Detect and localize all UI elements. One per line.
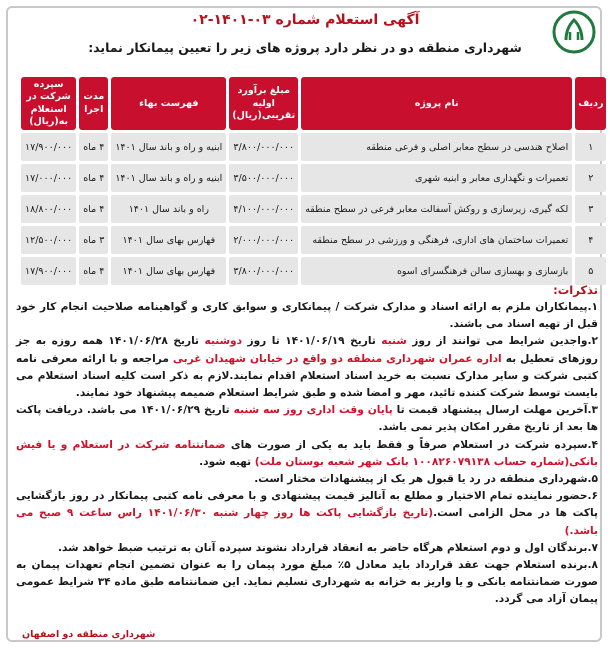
note-2-start-day: شنبه: [381, 335, 407, 348]
note-2: [16, 333, 598, 402]
cell-row: ۲: [575, 164, 606, 192]
col-row: ردیف: [575, 77, 606, 130]
table-row: [21, 164, 606, 192]
cell-project: لکه گیری، زیرسازی و روکش آسفالت معابر فرعی در سطح منطقه: [301, 195, 572, 223]
col-estimate: مبلغ برآورد اولیه تقریبی(ریال): [229, 77, 298, 130]
table-row: [21, 195, 606, 223]
table-row: [21, 257, 606, 285]
col-price-list: فهرست بهاء: [111, 77, 226, 130]
cell-price-list: ابنیه و راه و باند سال ۱۴۰۱: [111, 164, 226, 192]
cell-duration: ۴ ماه: [79, 195, 108, 223]
cell-row: ۱: [575, 133, 606, 161]
cell-project: تعمیرات و نگهداری معابر و ابنیه شهری: [301, 164, 572, 192]
table-row: [21, 226, 606, 254]
cell-price-list: راه و باند سال ۱۴۰۱: [111, 195, 226, 223]
cell-estimate: ۲/۰۰۰/۰۰۰/۰۰۰: [229, 226, 298, 254]
note-5: ۵.شهرداری منطقه در رد یا قبول هر یک از پیشنهادات مختار است.: [254, 473, 598, 486]
projects-table: [18, 74, 609, 288]
cell-project: تعمیرات ساختمان های اداری، فرهنگی و ورزشی در سطح منطقه: [301, 226, 572, 254]
cell-deposit: ۱۷/۹۰۰/۰۰۰: [21, 133, 76, 161]
col-duration: مدت اجرا: [79, 77, 108, 130]
cell-duration: ۴ ماه: [79, 164, 108, 192]
note-4-text: ۴.سپرده شرکت در استعلام صرفاً و فقط باید به یکی از صورت های: [225, 438, 598, 451]
note-2-text: مراجعه و با ارائه معرفی نامه کتبی شرکت و سایر مدارک نسبت به خرید اسناد استعلام اقدام نمایند.لازم به ذکر است کلیه اسناد استعلام می بایست توسط شرکت کننده تائید، مهر و امضا شده و طبق شرایط استعلام ضمیمه پیشنهاد خود نمایند.: [16, 352, 598, 400]
cell-estimate: ۳/۸۰۰/۰۰۰/۰۰۰: [229, 133, 298, 161]
cell-price-list: فهارس بهای سال ۱۴۰۱: [111, 226, 226, 254]
note-3: [16, 402, 598, 436]
cell-deposit: ۱۲/۵۰۰/۰۰۰: [21, 226, 76, 254]
cell-duration: ۴ ماه: [79, 133, 108, 161]
table-row: [21, 133, 606, 161]
note-3-deadline: پایان وقت اداری روز سه شنبه: [233, 404, 393, 417]
notice-title: آگهی استعلام شماره ۰۳-۱۴۰۱-۰۲: [190, 12, 420, 28]
note-8: ۸.برنده استعلام جهت عقد قرارداد باید معادل ۵٪ مبلغ مورد پیمان را به عنوان تضمین انجام تعهدات پیمان به صورت ضمانتنامه بانکی و یا واریز به خزانه به شهرداری تسلیم نماید. این ضمانتنامه طبق ماده ۳۴ شرایط عمومی پیمان آزاد می گردد.: [16, 559, 598, 606]
note-3-text: ۳.آخرین مهلت ارسال پیشنهاد قیمت تا: [392, 404, 598, 417]
note-7: ۷.برندگان اول و دوم استعلام هرگاه حاضر به انعقاد قرارداد نشوند سپرده آنان به ترتیب ضبط خواهد شد.: [57, 541, 598, 554]
note-4-guarantee: ضمانتنامه شرکت در استعلام و یا فیش بانکی(شماره حساب ۱۰۰۸۲۶۰۷۹۱۳۸ بانک شهر شعبه بوستان ملت): [16, 438, 598, 468]
notes-list: [16, 299, 598, 609]
note-4: [16, 437, 598, 471]
note-6-opening-date: (تاریخ بازگشایی پاکت ها روز چهار شنبه ۱۴۰۱/۰۶/۳۰ راس ساعت ۹ صبح می باشد.): [16, 507, 598, 537]
cell-estimate: ۳/۸۰۰/۰۰۰/۰۰۰: [229, 257, 298, 285]
note-2-text: ۲.واجدین شرایط می توانند از روز: [406, 335, 599, 348]
notice-subtitle: شهرداری منطقه دو در نظر دارد پروژه های زیر را تعیین پیمانکار نماید:: [88, 40, 522, 55]
col-project: نام پروژه: [301, 77, 572, 130]
note-3-text: تاریخ ۱۴۰۱/۰۶/۲۹ می باشد. دریافت پاکت ها بعد از تاریخ مقرر امکان پذیر نمی باشد.: [16, 404, 598, 434]
cell-row: ۵: [575, 257, 606, 285]
note-2-text: تاریخ ۱۴۰۱/۰۶/۲۸ همه روزه به جز روزهای تعطیل به: [16, 335, 599, 365]
cell-estimate: ۳/۵۰۰/۰۰۰/۰۰۰: [229, 164, 298, 192]
cell-deposit: ۱۸/۸۰۰/۰۰۰: [21, 195, 76, 223]
cell-row: ۳: [575, 195, 606, 223]
notes-heading: تذکرات:: [553, 283, 598, 297]
table-header-row: [21, 77, 606, 130]
note-6: [16, 488, 598, 540]
cell-project: اصلاح هندسی در سطح معابر اصلی و فرعی منطقه: [301, 133, 572, 161]
cell-price-list: ابنیه و راه و باند سال ۱۴۰۱: [111, 133, 226, 161]
note-1: ۱.پیمانکاران ملزم به ارائه اسناد و مدارک شرکت / پیمانکاری و سوابق کاری و گواهینامه صلاحیت انجام کار خود قبل از تهیه اسناد می باشند.: [16, 301, 598, 331]
cell-price-list: فهارس بهای سال ۱۴۰۱: [111, 257, 226, 285]
cell-project: بازسازی و بهسازی سالن فرهنگسرای اسوه: [301, 257, 572, 285]
cell-deposit: ۱۷/۰۰۰/۰۰۰: [21, 164, 76, 192]
note-2-office-address: اداره عمران شهرداری منطقه دو واقع در خیابان شهیدان غربی: [172, 352, 502, 365]
note-6-text: ۶.حضور نماینده تمام الاختیار و مطلع به آنالیز قیمت پیشنهادی و با معرفی نامه کتبی پیمانکار در روز بازگشایی پاکت ها در محل الزامی است.: [16, 490, 598, 520]
cell-row: ۴: [575, 226, 606, 254]
cell-estimate: ۴/۱۰۰/۰۰۰/۰۰۰: [229, 195, 298, 223]
note-2-text: تاریخ ۱۴۰۱/۰۶/۱۹ تا روز: [242, 335, 382, 348]
note-4-text: تهیه شود.: [199, 455, 255, 468]
col-deposit: سپرده شرکت در استعلام به(ریال): [21, 77, 76, 130]
cell-duration: ۳ ماه: [79, 226, 108, 254]
note-2-end-day: دوشنبه: [204, 335, 243, 348]
cell-duration: ۴ ماه: [79, 257, 108, 285]
signature: شهرداری منطقه دو اصفهان: [22, 629, 156, 640]
cell-deposit: ۱۷/۹۰۰/۰۰۰: [21, 257, 76, 285]
